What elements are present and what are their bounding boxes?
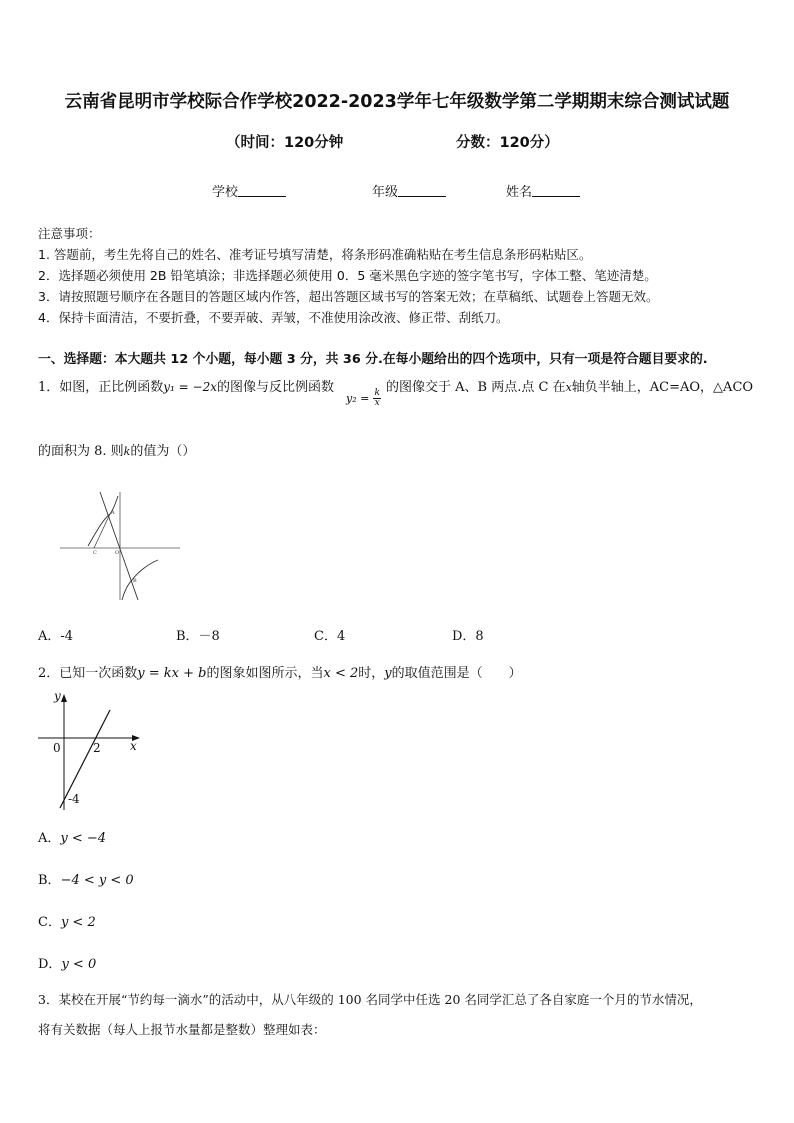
label-y: y <box>54 689 61 703</box>
q1-text: 1．如图，正比例函数 <box>38 380 164 395</box>
label-neg4: -4 <box>68 792 80 806</box>
question-3-line2: 将有关数据（每人上报节水量都是整数）整理如表： <box>38 1022 326 1037</box>
school-blank <box>238 183 286 197</box>
q2-text: 时， <box>358 666 385 681</box>
option-expr: −4 < y < 0 <box>60 873 134 888</box>
q1-fraction <box>373 389 380 408</box>
q1-option-c: C．4 <box>314 629 346 644</box>
option-label: D． <box>38 957 62 972</box>
q1-option-b: B．－8 <box>176 629 220 644</box>
q1-fraction-denominator: x <box>374 398 380 408</box>
q2-formula-2: x < 2 <box>323 666 359 681</box>
option-expr: y < 2 <box>60 915 96 930</box>
q2-option-c <box>38 911 96 930</box>
name-field <box>506 181 580 200</box>
q1-text: 的图像与反比例函数 <box>217 380 335 395</box>
q1-option-a: A．-4 <box>38 629 74 644</box>
question-1-line1 <box>38 376 334 395</box>
notice-item: 2．选择题必须使用 2B 铅笔填涂；非选择题必须使用 0．5 毫米黑色字迹的签字笔书写，字体工整、笔迹清楚。 <box>38 268 657 283</box>
y-axis-arrow-icon <box>61 694 67 702</box>
q1-text: 的面积为 8. 则 <box>38 444 124 459</box>
q1-var-k: k <box>123 445 131 458</box>
page-title: 云南省昆明市学校际合作学校2022-2023学年七年级数学第二学期期末综合测试试题 <box>64 92 730 112</box>
q1-var-x: x <box>565 381 572 394</box>
q1-text: 的值为（） <box>130 444 196 459</box>
q1-formula-2-left: y₂ = <box>346 392 370 405</box>
label-b: B <box>133 578 137 584</box>
q2-text: 的取值范围是（ ） <box>391 666 522 681</box>
notice-item: 4．保持卡面清洁，不要折叠，不要弄破、弄皱，不准使用涂改液、修正带、刮纸刀。 <box>38 310 509 325</box>
q2-option-d <box>38 953 96 972</box>
section-heading: 一、选择题：本大题共 12 个小题，每小题 3 分，共 36 分.在每小题给出的四个选项中，只有一项是符合题目要求的. <box>38 352 708 367</box>
label-o: O <box>115 550 120 556</box>
name-blank <box>532 183 580 197</box>
school-field <box>212 181 286 200</box>
q1-fraction-numerator: k <box>374 388 380 398</box>
q2-option-b <box>38 869 134 888</box>
q2-formula-3: y <box>384 666 392 681</box>
question-1-line1b <box>386 376 753 395</box>
hyperbola-branch-right <box>122 560 158 600</box>
q2-option-a <box>38 827 106 846</box>
q1-formula-2 <box>346 389 381 408</box>
question-3-line1: 3．某校在开展“节约每一滴水”的活动中，从八年级的 100 名同学中任选 20 名同学汇总了各自家庭一个月的节水情况， <box>38 992 702 1007</box>
grade-field <box>372 181 446 200</box>
label-a: A <box>111 510 115 516</box>
label-c: C <box>93 550 97 556</box>
option-expr: y < 0 <box>61 957 97 972</box>
option-label: A． <box>38 831 61 846</box>
notice-heading: 注意事项： <box>38 226 101 241</box>
q2-graph <box>36 686 146 812</box>
q1-graph <box>58 488 186 604</box>
q1-text: 轴负半轴上，AC=AO，△ACO <box>571 380 754 395</box>
label-origin: 0 <box>53 741 61 755</box>
notice-item: 3．请按照题号顺序在各题目的答题区域内作答，超出答题区域书写的答案无效；在草稿纸、试题卷上答题无效。 <box>38 289 659 304</box>
score-label: 分数：120分） <box>456 135 559 151</box>
hyperbola-branch-left <box>88 496 118 546</box>
notice-item: 1. 答题前，考生先将自己的姓名、准考证号填写清楚，将条形码准确粘贴在考生信息条形码粘贴区。 <box>38 247 592 262</box>
q1-option-d: D．8 <box>452 629 484 644</box>
school-label: 学校 <box>212 185 239 200</box>
question-1-line2 <box>38 440 195 459</box>
option-label: C． <box>38 915 61 930</box>
q1-text: 的图像交于 A、B 两点.点 C 在 <box>386 380 566 395</box>
grade-blank <box>398 183 446 197</box>
name-label: 姓名 <box>506 185 533 200</box>
grade-label: 年级 <box>372 185 399 200</box>
time-label: （时间：120分钟 <box>226 135 344 151</box>
label-2: 2 <box>93 741 101 755</box>
q2-text: 2．已知一次函数 <box>38 666 138 681</box>
label-x: x <box>130 739 137 753</box>
option-expr: y < −4 <box>60 831 107 846</box>
q2-text: 的图象如图所示，当 <box>206 666 324 681</box>
q2-formula-1: y = kx + b <box>137 666 207 681</box>
option-label: B． <box>38 873 61 888</box>
question-2 <box>38 662 522 681</box>
q1-formula-1: y₁ = −2x <box>163 380 218 394</box>
